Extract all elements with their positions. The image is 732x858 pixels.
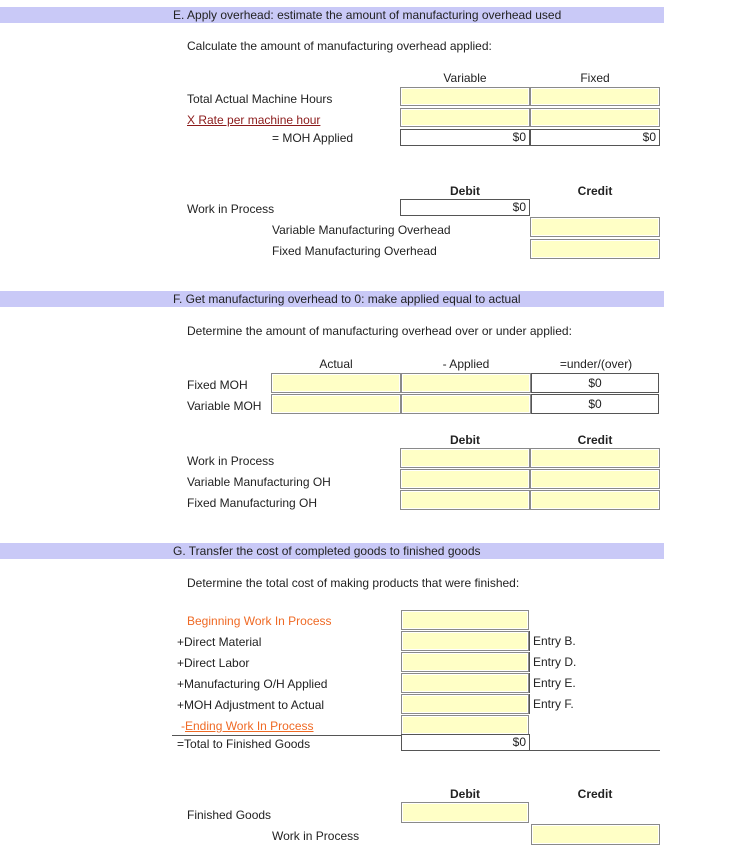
col-applied-header: - Applied: [442, 357, 490, 371]
f-credit-header: Credit: [577, 433, 613, 447]
f-voh-label: Variable Manufacturing OH: [187, 475, 331, 489]
variable-moh-label: Variable MOH: [187, 399, 262, 413]
section-g-subtitle: Determine the total cost of making products that were finished:: [187, 576, 520, 590]
g-wip-credit-input[interactable]: [531, 824, 660, 845]
moh-applied-variable-value: $0: [400, 129, 530, 146]
moh-applied-row: [177, 676, 327, 692]
moh-adjustment-label: MOH Adjustment to Actual: [184, 698, 325, 712]
total-to-fg-value: $0: [401, 734, 530, 751]
f-foh-credit-input[interactable]: [530, 490, 660, 510]
e-fmo-credit-input[interactable]: [530, 239, 660, 259]
total-fg-row: [177, 736, 310, 752]
fixed-moh-applied-input[interactable]: [401, 373, 531, 393]
direct-material-row: [177, 634, 261, 650]
rate-per-machine-hour-label: X Rate per machine hour: [187, 113, 321, 127]
minus-sign: -: [181, 719, 185, 733]
variable-moh-applied-input[interactable]: [401, 394, 531, 414]
f-wip-credit-input[interactable]: [530, 448, 660, 468]
section-g-title: G. Transfer the cost of completed goods to finished goods: [173, 544, 481, 558]
plus-sign: +: [177, 635, 185, 649]
f-wip-debit-input[interactable]: [400, 448, 530, 468]
fixed-moh-actual-input[interactable]: [271, 373, 401, 393]
total-to-fg-label: Total to Finished Goods: [184, 737, 311, 751]
f-voh-credit-input[interactable]: [530, 469, 660, 489]
entry-b-label: Entry B.: [529, 631, 663, 651]
moh-applied-label: = MOH Applied: [272, 131, 354, 145]
e-debit-header: Debit: [450, 184, 480, 198]
plus-sign: +: [177, 656, 185, 670]
g-credit-header: Credit: [577, 787, 613, 801]
col-actual-header: Actual: [319, 357, 353, 371]
f-foh-debit-input[interactable]: [400, 490, 530, 510]
section-f-title: F. Get manufacturing overhead to 0: make applied equal to actual: [173, 292, 521, 306]
plus-sign: +: [177, 698, 185, 712]
fixed-moh-under-value: $0: [531, 373, 659, 393]
e-wip-label: Work in Process: [187, 202, 275, 216]
finished-goods-debit-input[interactable]: [401, 802, 529, 823]
ending-wip-row: [181, 718, 314, 734]
e-credit-header: Credit: [577, 184, 613, 198]
section-e-title: E. Apply overhead: estimate the amount of manufacturing overhead used: [173, 8, 562, 22]
g-debit-header: Debit: [450, 787, 480, 801]
rate-variable-input[interactable]: [400, 108, 530, 127]
e-wip-debit-value: $0: [400, 199, 530, 216]
direct-labor-input[interactable]: [401, 652, 529, 672]
section-f-subtitle: Determine the amount of manufacturing overhead over or under applied:: [187, 324, 572, 338]
machine-hours-variable-input[interactable]: [400, 87, 530, 106]
g-wip-label: Work in Process: [272, 829, 360, 843]
finished-goods-label: Finished Goods: [187, 808, 272, 822]
col-variable-header: Variable: [443, 71, 487, 85]
fixed-moh-label: Fixed MOH: [187, 378, 248, 392]
entry-d-label: Entry D.: [529, 652, 663, 672]
moh-applied-g-input[interactable]: [401, 673, 529, 693]
col-under-over-header: =under/(over): [559, 357, 633, 371]
equals-sign: =: [177, 737, 185, 751]
moh-applied-g-label: Manufacturing O/H Applied: [184, 677, 328, 691]
section-e-subtitle: Calculate the amount of manufacturing overhead applied:: [187, 39, 492, 53]
e-vmo-credit-input[interactable]: [530, 217, 660, 237]
col-fixed-header: Fixed: [580, 71, 610, 85]
variable-moh-under-value: $0: [531, 394, 659, 414]
f-foh-label: Fixed Manufacturing OH: [187, 496, 318, 510]
entry-e-label: Entry E.: [529, 673, 663, 693]
e-vmo-label: Variable Manufacturing Overhead: [272, 223, 451, 237]
moh-adjustment-row: [177, 697, 324, 713]
beginning-wip-input[interactable]: [401, 610, 529, 630]
entry-f-label: Entry F.: [529, 694, 663, 714]
ending-wip-input[interactable]: [401, 715, 529, 735]
rate-fixed-input[interactable]: [530, 108, 660, 127]
total-underline: [530, 750, 660, 751]
f-voh-debit-input[interactable]: [400, 469, 530, 489]
ending-wip-label: Ending Work In Process: [185, 719, 314, 733]
e-fmo-label: Fixed Manufacturing Overhead: [272, 244, 437, 258]
variable-moh-actual-input[interactable]: [271, 394, 401, 414]
moh-adjustment-input[interactable]: [401, 694, 529, 714]
f-wip-label: Work in Process: [187, 454, 275, 468]
total-machine-hours-label: Total Actual Machine Hours: [187, 92, 333, 106]
f-debit-header: Debit: [450, 433, 480, 447]
beginning-wip-label: Beginning Work In Process: [187, 614, 332, 628]
direct-material-input[interactable]: [401, 631, 529, 651]
direct-labor-label: Direct Labor: [184, 656, 250, 670]
plus-sign: +: [177, 677, 185, 691]
direct-labor-row: [177, 655, 249, 671]
direct-material-label: Direct Material: [184, 635, 262, 649]
moh-applied-fixed-value: $0: [530, 129, 660, 146]
machine-hours-fixed-input[interactable]: [530, 87, 660, 106]
